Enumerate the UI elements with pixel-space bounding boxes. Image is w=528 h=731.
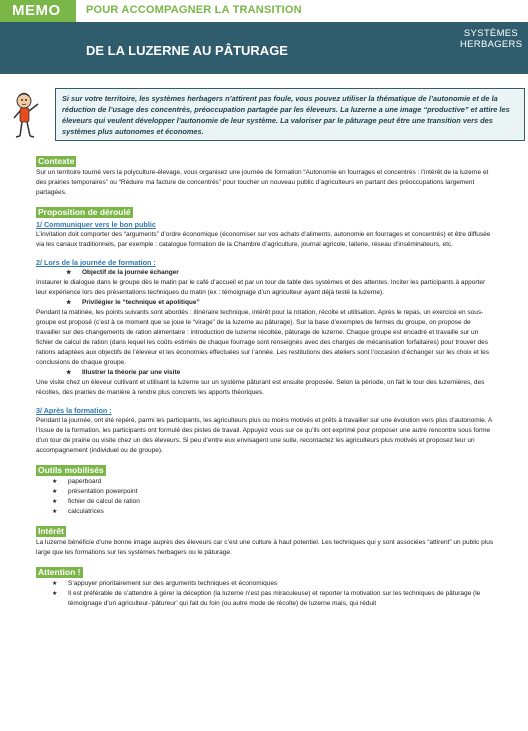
top-bar [0,0,528,22]
section-heading-outils: Outils mobilisés [38,465,104,475]
mascot-icon [10,92,46,140]
subheading-apres: 3/ Après la formation : [36,406,112,415]
section-heading-interet: Intérêt [38,526,64,536]
intro-box: Si sur votre territoire, les systèmes herbagers n’attirent pas foule, vous pouvez utiliser la thématique de l’autonomie et de la réduction de l’usage des concentrés, préoccupation partagée par les éleveurs. La luzerne a une image “productive” et attire les éleveurs qui veulent développer l’autonomie de leur système. La valoriser par le pâturage peut être une transition vers des systèmes plus autonomes et économes. [55,88,525,141]
logo-line-1: SYSTÈMES [463,28,519,39]
visite-text: Une visite chez un éleveur cultivant et utilisant la luzerne sur un système pâturant est ensuite proposée. Selon la période, on fait le tour des luzernières, des récoltes, des prairies de manière à rendre plus concrets les apports théoriques. [36,379,485,396]
subheading-journee: 2/ Lors de la journée de formation : [36,258,156,267]
logo-line-2: HERBAGERS [460,39,523,50]
list-item: ★ présentation powerpoint [36,487,496,497]
page-title: DE LA LUZERNE AU PÂTURAGE [86,43,288,58]
title-banner [0,22,528,74]
list-item: ★ Il est préférable de s’attendre à gérer la déception (la luzerne n’est pas miraculeuse) et reporter la motivation sur les techniques de pâturage (le témoignage d’un agriculteur-’pâtureur’ qui fait du foin (ou autre mode de récolte) de luzerne mais, qui réduit [36,589,496,609]
list-item: ★ S’appuyer prioritairement sur des arguments techniques et économiques [36,579,496,589]
interet-text: La luzerne bénéficie d’une bonne image auprès des éleveurs car c’est une culture à haut potentiel. Les techniques qui y sont associées “attirent” un public plus large que les formations sur les systèmes herbagers ou le pâturage. [36,539,494,556]
objectif-text: Instaurer le dialogue dans le groupe dès le matin par le café d’accueil et par un tour de table des systèmes et des attentes. Inciter les participants à apporter leur expérience lors des présentations techniques du matin (ex : témoignage d’un agriculteur ayant déjà testé la luzerne). [36,279,486,296]
list-item: ★ calculatrices [36,507,496,517]
memo-subtitle: POUR ACCOMPAGNER LA TRANSITION [86,4,302,16]
section-heading-contexte: Contexte [38,156,75,166]
section-heading-deroule: Proposition de déroulé [38,207,131,217]
bullet-visite: ★ Illustrer la théorie par une visite [36,368,496,378]
bullet-objectif: ★ Objectif de la journée échanger [36,268,496,278]
apres-text: Pendant la journée, ont été repéré, parmi les participants, les agriculteurs plus ou moins motivés et prêts à travailler sur une évolution vers plus d’autonomie. A l’issue de la formation, les participants ont formulé des pistes de travail. Appuyez vous sur ce qu’ils ont exprimé pour proposer une autre rencontre sous forme d’un tour de prairie ou visite chez un des éleveurs. Si peu d’entre eux envisagent une suite, recontactez les agriculteurs plus motivés et proposez leur un accompagnement (individuel ou de groupe). [36,417,492,454]
list-item: ★ fichier de calcul de ration [36,497,496,507]
communiquer-text: L’invitation doit comporter des “arguments” d’ordre économique (économiser sur vos achats d’aliments, autonomie en fourrages et concentrés) et être diffusée via les canaux traditionnels, par exemple : catalogue formation de la Chambre d’agriculture, journal agricole, laiterie, réseau d’inséminateurs, etc. [36,231,491,248]
bullet-technique: ★ Privilégier le “technique et apolitique” [36,298,496,308]
subheading-communiquer: 1/ Communiquer vers le bon public [36,220,156,229]
systemes-herbagers-logo [460,28,522,50]
list-item: ★ paperboard [36,477,496,487]
memo-content [36,154,496,609]
contexte-text: Sur un territoire tourné vers la polyculture-élevage, vous organisez une journée de formation “Autonomie en fourrages et concentrés : l’intérêt de la luzerne et des prairies temporaires” ou “Réduire ma facture de concentrés” pour toucher un nouveau public d’agriculteurs en partant des préoccupations largement partagées. [36,169,489,196]
memo-label: MEMO [0,0,76,22]
section-heading-attention: Attention ! [38,567,81,577]
technique-text: Pendant la matinée, les points suivants sont abordés : itinéraire technique, intérêt pour la rotation, récolte et utilisation. Après le repas, un exercice en sous-groupe est proposé (c’est à ce moment que se joue le “virage” de la luzerne au pâturage). Sur la base d’exemples de fermes du groupe, on propose de travailler sur des changements de ration alimentaire : introduction de luzerne récoltée, pâturage de luzerne. Chaque groupe est encadré et travaille sur un fichier de calcul de ration (dans lequel les coûts estimés de chaque fourrage sont renseignés avec des charges de mécanisation forfaitaires) pour trouver des rations adaptées aux objectifs de l’éleveur et les économies effectuées sur l’année. Les restitutions des ateliers sont l’occasion d’échanger sur les choix et les conclusions de chaque groupe. [36,309,489,366]
